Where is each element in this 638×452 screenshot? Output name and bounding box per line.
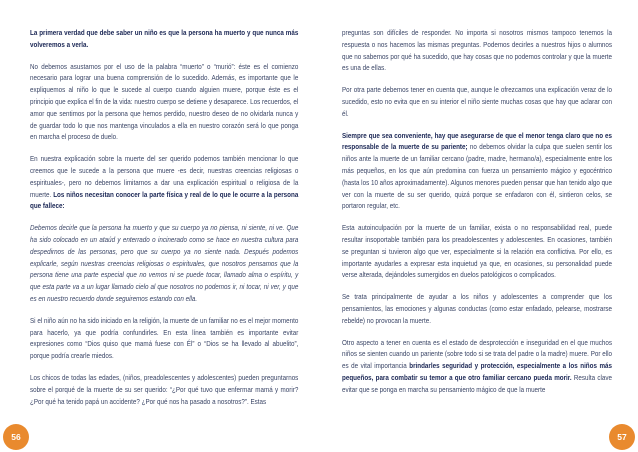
paragraph [342,222,612,281]
paragraph [342,130,612,213]
paragraph-text: no debemos olvidar la culpa que suelen sentir los niños ante la muerte de un familiar cercano (padre, madre, hermano/a), especialmente entre los más pequeños, en los que aún predomina con fuerza un pensamiento mágico y egocéntrico (hasta los 10 años aproximadamente). Algunos menores pueden pensar que han tenido algo que ver con la muerte de su ser querido, quizá porque se enfadaron con él, sintieron celos, se portaron regular, etc. [342,142,613,211]
paragraph [342,27,612,74]
paragraph [342,291,612,326]
paragraph [30,315,298,362]
left-page-text-column [30,27,298,417]
bold-highlight: La primera verdad que debe saber un niño es que la persona ha muerto y que nunca más volveremos a verla. [30,28,299,49]
bold-highlight: Siempre que sea conveniente, hay que asegurarse de que el menor tenga claro que no es responsable de la muerte de su pariente; [342,130,613,152]
page-number-badge-left: 56 [3,424,29,450]
paragraph [342,337,612,396]
right-page-text-column [342,27,612,406]
paragraph [342,84,612,119]
paragraph-text: Esta autoinculpación por la muerte de un familiar, exista o no responsabilidad real, puede resultar insoportable también para los preadolescentes y adolescentes. En ocasiones, también se preguntan si tuvieron algo que ver, especialmente si la relación era conflictiva. Por ello, es importante ayudarles a expresar esta inquietud ya que, en ocasiones, su personalidad puede verse alterada, dejándoles sumergidos en duelos patológicos o complicados. [342,223,613,280]
paragraph-key-truth [30,27,298,51]
paragraph [30,372,298,407]
italic-example-paragraph [30,222,298,305]
paragraph-text: Los chicos de todas las edades, (niños, preadolescentes y adolescentes) pueden preguntarnos sobre el porqué de la muerte de su ser querido: “¿Por qué tuvo que enfermar mamá y morir? ¿Por qué ha tenido papá un accidente? ¿Por qué nos ha pasado a nosotros?”. Estas [30,372,299,406]
paragraph [30,61,298,144]
paragraph-text: Otro aspecto a tener en cuenta es el estado de desprotección e inseguridad en el que muchos niños se sienten cuando un pariente (sobre todo si se trata del padre o la madre) muere. Por ello es de vital importancia [342,337,613,371]
paragraph-text: Debemos decirle que la persona ha muerto y que su cuerpo ya no piensa, ni siente, ni ve. Que ha sido colocado en un ataúd y enterrado o incinerado como se hace en nuestra cultura para despedirnos de las personas, pero que su cuerpo ya no siente nada. Después podemos explicarle, según nuestras creencias religiosas o espirituales, que nosotros pensamos que la persona tiene una parte especial que no vemos ni se puede tocar, llamado alma o espíritu, y que esta parte va a un lugar llamado cielo al que nosotros no podemos ir, ni tocar, ni ver, y que es en nuestro recuerdo donde seguiremos estando con ella. [30,223,299,303]
paragraph-text: En nuestra explicación sobre la muerte del ser querido podemos también mencionar lo que creemos que le sucede a la persona que muere -es decir, nuestras creencias religiosas o espirituales-, pero no debemos limitarnos a dar una explicación espiritual o religiosa de la muerte. [30,154,299,199]
paragraph-text: Si el niño aún no ha sido iniciado en la religión, la muerte de un familiar no es el mejor momento para hacerlo, ya que podría confundirles. En esta línea también es importante evitar expresiones como “Dios quiso que mamá fuese con Él” o “Dios se ha llevado al abuelito”, porque podría crearle miedos. [30,315,299,361]
paragraph [30,153,298,212]
bold-highlight: Los niños necesitan conocer la parte física y real de lo que le ocurre a la persona que fallece: [30,189,299,211]
paragraph-text: No debemos asustarnos por el uso de la palabra “muerto” o “murió”: éste es el comienzo necesario para lograr una buena comprensión de lo sucedido. Además, es importante que le expliquemos al niño lo que le sucede al cuerpo cuando alguien muere, porque éste es el principio que explica el fin de la vida: nuestro cuerpo se detiene y desaparece. Los recuerdos, el amor que sentimos por la persona que hemos perdido, nuestro deseo de no olvidarla nunca y de guardar todo lo que nos mantenga vinculados a ella en nuestro corazón será lo que ponga en marcha el proceso de duelo. [30,61,299,142]
paragraph-text: Por otra parte debemos tener en cuenta que, aunque le ofrezcamos una explicación veraz de lo sucedido, esto no evita que en su interior el niño siente muchas cosas que hay que aclarar con él. [342,85,613,118]
paragraph-text: preguntas son difíciles de responder. No importa si nosotros mismos tampoco tenemos la respuesta o nos hacemos las mismas preguntas. Podemos decirles a nuestros hijos o alumnos que no sabemos por qué ha sucedido, que hay cosas que no podemos controlar y que la muerte es una de ellas. [342,28,613,73]
page-number-badge-right: 57 [609,424,635,450]
paragraph-text: Resulta clave evitar que se ponga en marcha su pensamiento mágico de que la muerte [342,372,613,394]
paragraph-text: Se trata principalmente de ayudar a los niños y adolescentes a comprender que los pensamientos, las emociones y algunas conductas (como estar enfadado, pelearse, mostrarse rebelde) no provocan la muerte. [342,292,613,325]
bold-highlight: brindarles seguridad y protección, especialmente a los niños más pequeños, para combatir su temor a que otro familiar cercano pueda morir. [342,361,613,382]
